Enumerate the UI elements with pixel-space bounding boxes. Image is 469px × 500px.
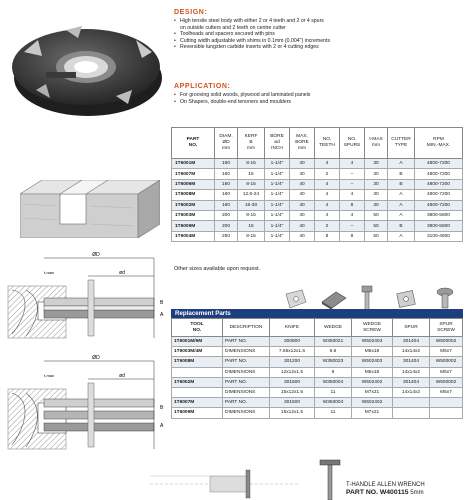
spec-col-cutter: CUTTER TYPE xyxy=(388,128,415,159)
design-bullet: • Toolheads and spacers secured with pins xyxy=(174,31,330,38)
application-heading: APPLICATION: xyxy=(174,83,231,90)
b-label: B xyxy=(160,300,164,306)
table-row: 1T6008M 160 12.5-24 1-1/4" 40 4 4 30 A 4800-7200 xyxy=(172,190,463,200)
replacement-header-row xyxy=(172,319,463,337)
application-bullet: • On Shapers, double-end tenoners and moulders xyxy=(174,99,310,106)
screw-image xyxy=(358,284,376,312)
spec-col-maxbore: MAX. BORE mm xyxy=(290,128,315,159)
a-label: A xyxy=(160,312,164,318)
design-bullets xyxy=(174,18,330,51)
t-max-label: t-max xyxy=(44,373,54,378)
application-bullets xyxy=(174,92,310,105)
d-inner-label: ød xyxy=(119,270,125,276)
table-row: DIMENSIONS 15x12x1.5 11 M7x21 14x14x2 M5x7 xyxy=(172,387,463,397)
table-row: 1T6001M/6M PART NO. 300800 W350021 W502403 301404 W500002 xyxy=(172,337,463,347)
spec-col-diam: DIAM. ØD mm xyxy=(215,128,238,159)
design-heading: DESIGN: xyxy=(174,9,208,16)
rep-col-spur-screw: SPUR SCREW xyxy=(430,319,463,337)
cutter-head-image xyxy=(6,12,166,122)
table-row: 1T6007M 160 15 1-1/4" 40 2 – 30 B 4800-7200 xyxy=(172,169,463,179)
rep-col-knife: KNIFE xyxy=(270,319,315,337)
knife-insert-image xyxy=(282,288,308,310)
table-row: 1T6009M DIMENSIONS 15x12x1.5 11 M7x21 xyxy=(172,408,463,418)
rep-col-spur: SPUR xyxy=(393,319,430,337)
wrench-size: 5mm xyxy=(410,490,424,497)
table-row: 1T6002M PART NO. 301500 W350004 W502402 301404 W500002 xyxy=(172,377,463,387)
d-inner-label: ød xyxy=(119,373,125,379)
spec-header-row xyxy=(172,128,463,159)
d-outer-label: ØD xyxy=(92,355,100,361)
wrench-caption xyxy=(346,482,425,498)
spec-col-bore: BORE ød INCH xyxy=(265,128,290,159)
rep-col-wedge: WEDGE xyxy=(315,319,352,337)
spec-col-teeth: NO. TEETH xyxy=(315,128,340,159)
rep-col-tool: TOOL NO. xyxy=(172,319,223,337)
replacement-title: Replacement Parts xyxy=(171,309,463,318)
spec-col-tmax: t-MAX mm xyxy=(365,128,388,159)
replacement-table xyxy=(171,318,463,419)
design-bullet: • High tensile steel body with either 2 or 4 teeth and 2 or 4 spurs xyxy=(174,18,330,25)
d-outer-label: ØD xyxy=(92,252,100,258)
design-bullet-cont: on outside cutters and 2 teeth on centre cutter xyxy=(180,24,286,31)
sizes-note: Other sizes available upon request. xyxy=(174,266,261,272)
table-row: 1T6007M PART NO. 301500 W350004 W502402 xyxy=(172,398,463,408)
b-label: B xyxy=(160,405,164,411)
design-bullet: • Cutting width adjustable with shims in 0.1mm (0.004") increments xyxy=(174,38,330,45)
spec-table xyxy=(171,127,463,242)
table-row: 1T6004M 250 8-15 1-1/4" 40 8 8 50 A 3100-4600 xyxy=(172,231,463,241)
table-row: 1T6002M 160 16-30 1-1/4" 40 4 8 30 A 4800-7200 xyxy=(172,200,463,210)
table-row: 1T6006M 160 8-15 1-1/4" 40 4 – 30 B 4800-7200 xyxy=(172,179,463,189)
tool-diagram xyxy=(4,250,172,342)
spec-col-part: PART NO. xyxy=(172,128,215,159)
allen-wrench-image xyxy=(318,458,342,500)
wrench-part-number: PART NO. W400115 xyxy=(346,489,409,497)
table-row: DIMENSIONS 12x12x1.5 9 M5x18 14x14x2 M5x7 xyxy=(172,367,463,377)
rep-col-description: DESCRIPTION xyxy=(223,319,270,337)
wedge-image xyxy=(320,288,348,310)
spacer-image xyxy=(150,468,300,500)
design-bullet: • Reversible tungsten carbide inserts with 2 or 4 cutting edges xyxy=(174,44,330,51)
table-row: 1T6008M PART NO. 301200 W350023 W502403 301404 W500002 xyxy=(172,357,463,367)
t-max-label: t-max xyxy=(44,270,54,275)
tool-diagram xyxy=(4,353,172,453)
table-row: 1T6009M 200 15 1-1/4" 40 2 – 50 B 3800-5800 xyxy=(172,221,463,231)
grooved-board-image xyxy=(20,180,160,238)
wrench-title: T-HANDLE ALLEN WRENCH xyxy=(346,482,425,488)
wrench-part-line xyxy=(346,489,425,497)
table-row: 1T6003M/4M DIMENSIONS 7.65x12x1.5 6.6 M5x18 14x14x2 M5x7 xyxy=(172,347,463,357)
spec-col-spurs: NO. SPURS xyxy=(340,128,365,159)
spec-col-rpm: RPM MIN.-MAX. xyxy=(415,128,463,159)
application-bullet: • For grooving solid woods, plywood and laminated panels xyxy=(174,92,310,99)
spec-col-kerf: KERF B mm xyxy=(238,128,265,159)
table-row: 1T6003M 200 8-15 1-1/4" 40 4 4 50 A 3800-5800 xyxy=(172,210,463,220)
rep-col-wedge-screw: WEDGE SCREW xyxy=(352,319,393,337)
table-row: 1T6001M 160 8-15 1-1/4" 40 4 4 30 A 4800-7200 xyxy=(172,159,463,169)
spur-image xyxy=(394,288,418,310)
a-label: A xyxy=(160,423,164,429)
